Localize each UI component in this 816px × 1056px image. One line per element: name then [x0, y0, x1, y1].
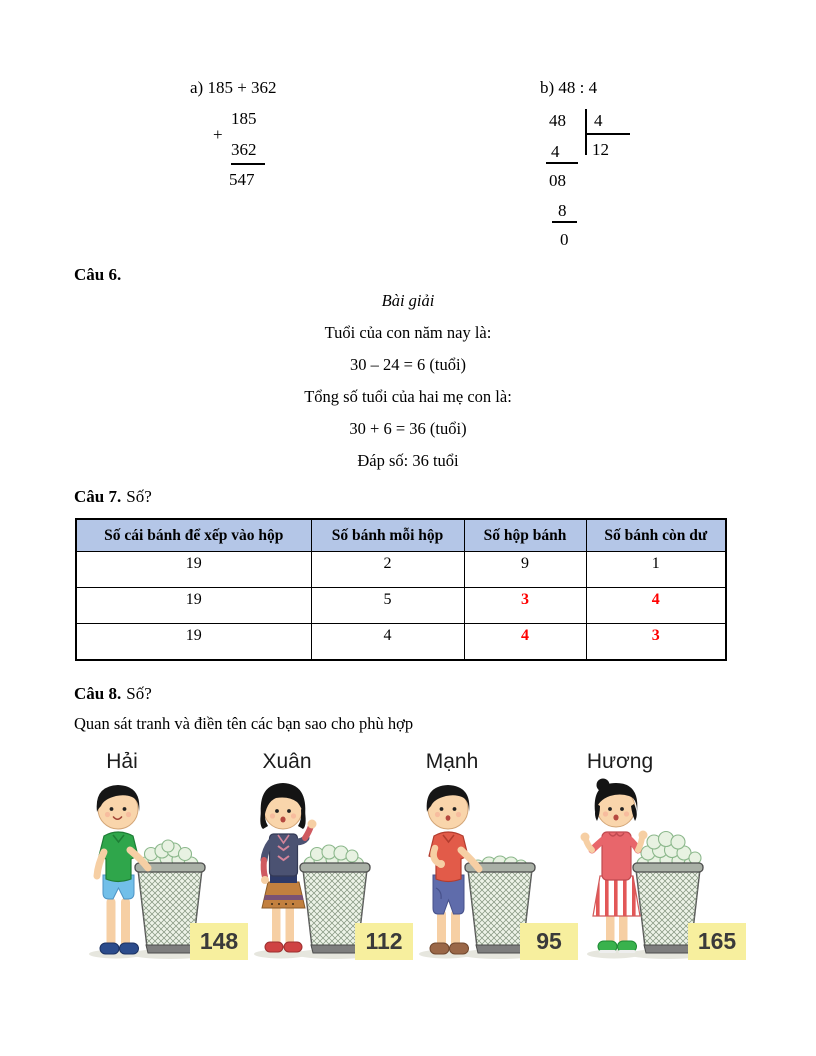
remainder1: 08	[549, 171, 566, 190]
answer-cell: 4	[586, 588, 726, 624]
answer-cell: 3	[464, 588, 586, 624]
cau8-heading: Câu 8. Số?	[74, 684, 152, 703]
solution-line: 30 + 6 = 36 (tuổi)	[349, 419, 467, 438]
problem-a-label: a) 185 + 362	[190, 78, 277, 97]
division-horizontal-line	[585, 133, 630, 135]
cell: 2	[311, 552, 464, 588]
cau8-instruction: Quan sát tranh và điền tên các bạn sao cho phù hợp	[74, 714, 414, 733]
table-row	[76, 588, 726, 624]
child-name: Mạnh	[425, 750, 479, 773]
count-label: 95	[520, 923, 578, 960]
col-header: Số cái bánh để xếp vào hộp	[76, 519, 311, 552]
solution-line: 30 – 24 = 6 (tuổi)	[349, 355, 467, 374]
table-row	[76, 624, 726, 661]
cell: 19	[76, 552, 311, 588]
product2: 8	[558, 201, 567, 220]
count-label: 148	[190, 923, 248, 960]
cell: 5	[311, 588, 464, 624]
division-vertical-line	[585, 109, 587, 155]
product1: 4	[551, 142, 560, 161]
picture-group-manh	[410, 750, 585, 985]
remainder2: 0	[560, 230, 569, 249]
cau6-heading: Câu 6.	[74, 265, 122, 284]
problem-b-label: b) 48 : 4	[540, 78, 598, 97]
answer-cell: 4	[464, 624, 586, 661]
picture-group-huong	[578, 750, 753, 985]
answer-cell: 3	[586, 624, 726, 661]
col-header: Số bánh còn dư	[586, 519, 726, 552]
division-work	[548, 109, 648, 254]
divisor: 4	[594, 111, 603, 130]
cell: 19	[76, 588, 311, 624]
addend1: 185	[231, 109, 257, 128]
count-label: 112	[355, 923, 413, 960]
subtract-line-2	[552, 221, 577, 223]
col-header: Số bánh mỗi hộp	[311, 519, 464, 552]
plus-sign: +	[213, 125, 223, 144]
child-name: Xuân	[262, 750, 312, 773]
cell: 19	[76, 624, 311, 661]
picture-group-hai	[80, 750, 255, 985]
sum-line	[231, 163, 265, 165]
cau7-prompt: Số?	[126, 487, 152, 506]
cell: 9	[464, 552, 586, 588]
solution-line: Tổng số tuổi của hai mẹ con là:	[304, 387, 512, 406]
child-name: Hương	[586, 750, 654, 773]
col-header: Số hộp bánh	[464, 519, 586, 552]
cau6-solution	[0, 291, 816, 483]
cell: 1	[586, 552, 726, 588]
child-name: Hải	[106, 750, 138, 773]
subtract-line-1	[546, 162, 578, 164]
table-row	[76, 552, 726, 588]
table-header-row	[76, 519, 726, 552]
cau7-heading: Câu 7. Số?	[74, 487, 152, 506]
solution-line: Đáp số: 36 tuổi	[357, 451, 459, 470]
cau7-table	[75, 518, 727, 661]
addend2: 362	[231, 140, 257, 159]
count-label: 165	[688, 923, 746, 960]
cell: 4	[311, 624, 464, 661]
sum: 547	[229, 170, 255, 189]
addition-work	[213, 108, 303, 198]
dividend: 48	[549, 111, 566, 130]
quotient: 12	[592, 140, 609, 159]
solution-line: Tuổi của con năm nay là:	[324, 323, 492, 342]
cau8-prompt: Số?	[126, 684, 152, 703]
picture-group-xuan	[245, 750, 420, 985]
solution-title: Bài giải	[381, 291, 435, 310]
